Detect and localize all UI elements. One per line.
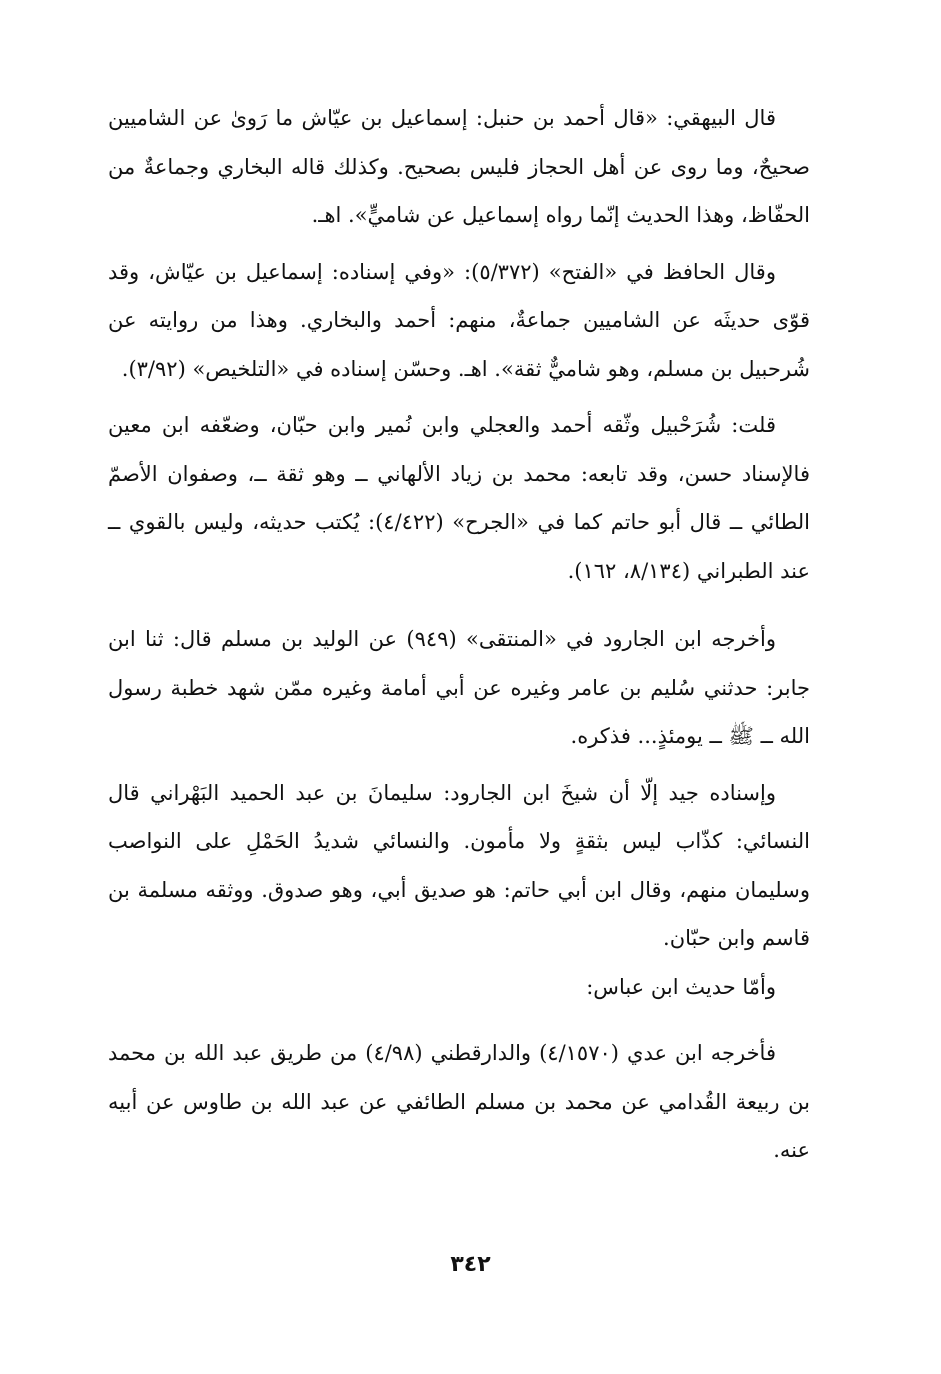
paragraph-bayhaqi-quote: قال البيهقي: «قال أحمد بن حنبل: إسماعيل بن عيّاش ما رَوىٰ عن الشاميين صحيحٌ، وما روى عن أهل الحجاز فليس بصحيح. وكذلك قاله البخاري وجماعةٌ من الحفّاظ، وهذا الحديث إنّما رواه إسماعيل عن شاميٍّ». اهـ. [108,106,810,227]
paragraph-hafiz-fath: وقال الحافظ في «الفتح» (٥/٣٧٢): «وفي إسناده: إسماعيل بن عيّاش، وقد قوّى حديثَه عن الشاميين جماعةٌ، منهم: أحمد والبخاري. وهذا من روايته عن شُرحبيل بن مسلم، وهو شاميٌّ ثقة». اهـ. وحسّن إسناده في «التلخيص» (٣/٩٢). [108,259,810,381]
paragraph-shurahbil-assessment: قلت: شُرَحْبيل وثّقه أحمد والعجلي وابن نُمير وابن حبّان، وضعّفه ابن معين فالإسناد حسن، وقد تابعه: محمد بن زياد الألهاني ــ وهو ثقة ــ، وصفوان الأصمّ الطائي ــ قال أبو حاتم كما في «الجرح» (٤/٤٢٢): يُكتب حديثه، وليس بالقوي ــ عند الطبراني (٨/١٣٤، ١٦٢). [108,413,810,583]
paragraph-ibn-adi-takhrij: فأخرجه ابن عدي (٤/١٥٧٠) والدارقطني (٤/٩٨) من طريق عبد الله بن محمد بن ربيعة القُدامي عن محمد بن مسلم الطائفي عن عبد الله بن طاوس عن أبيه عنه. [108,1041,810,1162]
page-number: ٣٤٢ [450,1252,491,1277]
paragraph-ibn-jarud-narration: وأخرجه ابن الجارود في «المنتقى» (٩٤٩) عن الوليد بن مسلم قال: ثنا ابن جابر: حدثني سُليم بن عامر وغيره عن أبي أمامة وغيره ممّن شهد خطبة رسول الله ــ ﷺ ــ يومئذٍ... فذكره. [108,627,810,748]
paragraph-isnad-critique: وإسناده جيد إلّا أن شيخَ ابن الجارود: سليمانَ بن عبد الحميد البَهْراني قال النسائي: كذّاب ليس بثقةٍ ولا مأمون. والنسائي شديدُ الحَمْلِ على النواصب وسليمان منهم، وقال ابن أبي حاتم: هو صديق أبي، وهو صدوق. ووثقه مسلمة بن قاسم وابن حبّان. [108,780,810,950]
main-text [108,94,810,1175]
paragraph-ibn-abbas-heading: وأمّا حديث ابن عباس: [586,974,776,999]
